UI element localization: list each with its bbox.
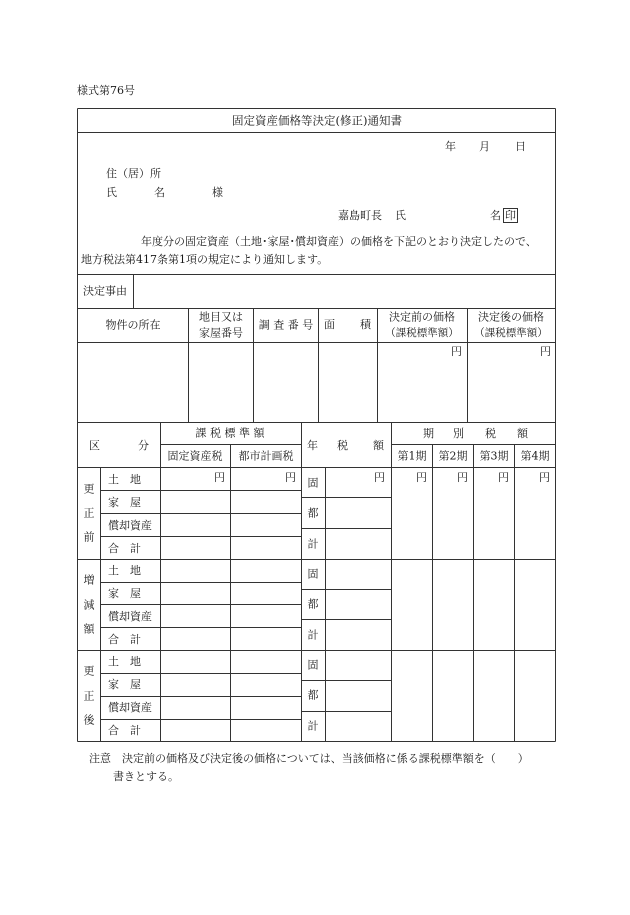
period-3-yen: 円 xyxy=(498,471,509,484)
g2-row-label-depreciable: 償却資産 xyxy=(108,610,152,623)
g2-tax-type-fixed: 固 xyxy=(307,567,319,581)
date-day: 日 xyxy=(515,140,526,153)
issuer-mei xyxy=(490,208,518,223)
period-4-header: 第4期 xyxy=(520,449,550,463)
period-header-3: 税 xyxy=(485,427,496,440)
col-before-price-2: （課税標準額） xyxy=(385,326,459,339)
body-text-line-1: 年度分の固定資産（土地･家屋･償却資産）の価格を下記のとおり決定したので、 xyxy=(141,235,537,248)
g3-tax-type-city: 都 xyxy=(307,688,319,702)
standard-header: 課 税 標 準 額 xyxy=(195,426,265,440)
group-3-label-2: 正 xyxy=(83,689,95,703)
g2-tax-type-total: 計 xyxy=(307,628,319,642)
period-2-header: 第2期 xyxy=(438,449,468,463)
group-2-label-1: 増 xyxy=(83,573,95,587)
g3-row-label-land: 土 地 xyxy=(108,655,141,668)
g1-row-label-depreciable: 償却資産 xyxy=(108,519,152,532)
g1-tax-type-total: 計 xyxy=(307,537,319,551)
after-price-yen: 円 xyxy=(540,345,551,358)
category-header-2: 分 xyxy=(138,439,149,452)
period-1-header: 第1期 xyxy=(397,449,427,463)
form-number: 様式第76号 xyxy=(77,84,135,97)
g3-row-label-building: 家 屋 xyxy=(108,678,141,691)
col-before-price-1: 決定前の価格 xyxy=(389,310,455,324)
address-label: 住（居）所 xyxy=(106,167,161,180)
seal-stamp: 印 xyxy=(505,209,516,222)
g3-tax-type-total: 計 xyxy=(307,719,319,733)
date-month: 月 xyxy=(479,140,490,153)
g2-row-label-building: 家 屋 xyxy=(108,587,141,600)
col-land-category-2: 家屋番号 xyxy=(199,326,243,340)
col-location: 物件の所在 xyxy=(105,318,161,332)
g3-tax-type-fixed: 固 xyxy=(307,658,319,672)
recipient-honorific: 様 xyxy=(212,186,223,199)
group-2-label-3: 額 xyxy=(83,622,95,636)
g2-row-label-total: 合 計 xyxy=(108,633,141,646)
group-3-label-1: 更 xyxy=(83,664,95,678)
period-4-yen: 円 xyxy=(539,471,550,484)
body-text-line-2: 地方税法第417条第1項の規定により通知します。 xyxy=(81,253,329,266)
group-1-label-3: 前 xyxy=(83,530,95,544)
g1-row-label-building: 家 屋 xyxy=(108,496,141,509)
group-2-label-2: 減 xyxy=(83,598,95,612)
period-3-header: 第3期 xyxy=(479,449,509,463)
col-survey-number: 調 査 番 号 xyxy=(258,318,314,332)
recipient-name-shi: 氏 xyxy=(106,186,117,199)
annual-header-3: 額 xyxy=(373,439,384,452)
form-grid xyxy=(77,108,556,742)
g1-tax-type-fixed: 固 xyxy=(307,476,319,490)
city-planning-tax-yen: 円 xyxy=(285,471,296,484)
city-planning-tax-header: 都市計画税 xyxy=(238,449,294,463)
period-header-4: 額 xyxy=(517,427,528,440)
notice-form xyxy=(77,108,556,742)
g2-tax-type-city: 都 xyxy=(307,597,319,611)
group-1-label-1: 更 xyxy=(83,482,95,496)
date-year: 年 xyxy=(445,140,456,153)
issuer-mei-text: 名 xyxy=(490,209,501,222)
before-price-yen: 円 xyxy=(451,345,462,358)
col-area-1: 面 xyxy=(324,318,335,331)
col-land-category-1: 地目又は xyxy=(199,310,243,324)
annual-header-1: 年 xyxy=(307,439,318,452)
g2-row-label-land: 土 地 xyxy=(108,564,141,577)
note-line-1: 注意 決定前の価格及び決定後の価格については、当該価格に係る課税標準額を（ ） xyxy=(89,752,529,765)
form-title: 固定資産価格等決定(修正)通知書 xyxy=(232,113,402,128)
period-header-2: 別 xyxy=(453,427,464,440)
category-header-1: 区 xyxy=(89,439,100,452)
issuer-shi: 氏 xyxy=(395,209,406,222)
group-3-label-3: 後 xyxy=(83,713,95,727)
group-1-label-2: 正 xyxy=(83,506,95,520)
issuer-title: 嘉島町長 xyxy=(338,209,382,222)
fixed-asset-tax-yen: 円 xyxy=(214,471,225,484)
annual-tax-yen: 円 xyxy=(374,471,385,484)
col-after-price-2: （課税標準額） xyxy=(474,326,548,339)
note-line-2: 書きとする。 xyxy=(113,770,179,783)
period-1-yen: 円 xyxy=(416,471,427,484)
col-after-price-1: 決定後の価格 xyxy=(478,310,544,324)
recipient-name-mei: 名 xyxy=(154,186,165,199)
reason-label: 決定事由 xyxy=(83,284,127,298)
g3-row-label-depreciable: 償却資産 xyxy=(108,701,152,714)
g1-tax-type-city: 都 xyxy=(307,506,319,520)
annual-header-2: 税 xyxy=(337,439,348,452)
period-2-yen: 円 xyxy=(457,471,468,484)
fixed-asset-tax-header: 固定資産税 xyxy=(167,449,223,463)
period-header-1: 期 xyxy=(423,427,434,440)
col-area-2: 積 xyxy=(360,318,371,331)
g3-row-label-total: 合 計 xyxy=(108,724,141,737)
g1-row-label-land: 土 地 xyxy=(108,473,141,486)
g1-row-label-total: 合 計 xyxy=(108,542,141,555)
